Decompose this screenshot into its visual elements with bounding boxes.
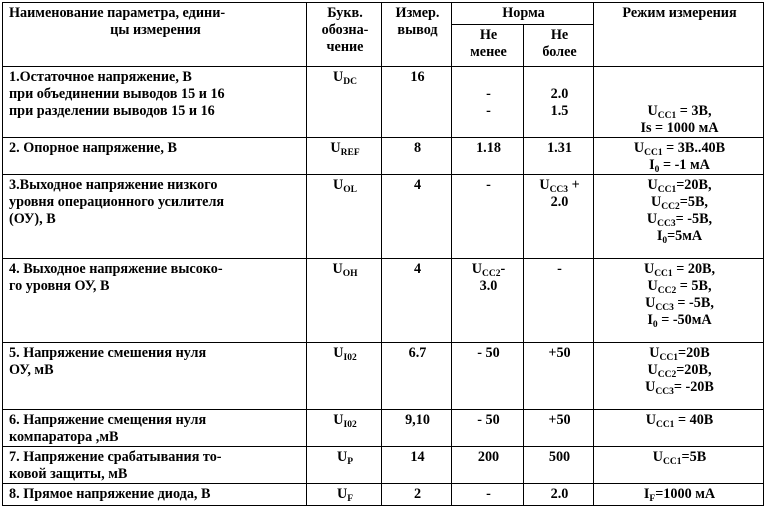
mode-line	[600, 103, 759, 120]
header-max	[524, 25, 594, 67]
mode-line-rest: = -50мА	[657, 312, 712, 328]
header-symbol	[307, 3, 382, 67]
min-value: 1.18	[476, 140, 501, 156]
mode-line	[600, 362, 759, 379]
symbol-sub: REF	[340, 148, 360, 158]
pin-value: 2	[413, 486, 422, 502]
mode-line-base: U	[646, 211, 658, 227]
symbol	[313, 412, 377, 429]
mode-line-base: U	[645, 295, 656, 311]
mode-cell	[594, 447, 764, 484]
min-value-sub: CC2	[482, 269, 501, 279]
mode-line-sub: CC3	[657, 219, 676, 229]
header-max-line: Не	[550, 27, 569, 43]
mode-line-sub: 0	[662, 236, 668, 246]
min-cell	[452, 484, 524, 506]
mode-line	[600, 69, 759, 86]
mode-line	[600, 412, 759, 429]
table-row	[3, 343, 764, 410]
symbol-cell	[307, 410, 382, 447]
symbol	[313, 69, 377, 86]
max-cell	[524, 410, 594, 447]
mode-line	[600, 278, 759, 295]
max-value-base: U	[539, 177, 550, 193]
min-cell	[452, 138, 524, 175]
symbol-cell	[307, 484, 382, 506]
mode-line-sub: CC1	[659, 353, 678, 363]
mode-cell	[594, 410, 764, 447]
table-body	[3, 67, 764, 506]
pin-value: 6.7	[408, 345, 427, 361]
max-value: 2.0	[550, 486, 569, 502]
mode-line-base: I	[656, 228, 663, 244]
table-row	[3, 259, 764, 343]
parameter-name-line: 5. Напряжение смешения нуля	[9, 345, 207, 361]
parameter-name-line: ковой защиты, мВ	[9, 466, 128, 482]
symbol-base: U	[336, 449, 348, 465]
header-symbol-line: обозна-	[321, 22, 369, 38]
symbol-base: U	[333, 69, 344, 85]
mode-line-base: U	[649, 345, 660, 361]
symbol-sub: DC	[343, 77, 357, 87]
symbol-base: U	[330, 140, 341, 156]
symbol-sub: P	[347, 457, 354, 467]
min-value-rest: -	[500, 261, 506, 277]
max-cell	[524, 484, 594, 506]
header-min	[452, 25, 524, 67]
parameter-name-line: 6. Напряжение смещения нуля	[9, 412, 207, 428]
mode-line	[600, 345, 759, 362]
mode-cell	[594, 484, 764, 506]
mode-line-sub: F	[649, 494, 656, 504]
table-row	[3, 410, 764, 447]
header-pin-line: Измер.	[395, 5, 440, 21]
max-cell	[524, 67, 594, 138]
parameter-name-cell	[3, 138, 307, 175]
parameter-name-line: уровня операционного усилителя	[9, 194, 225, 210]
parameter-name-line: 8. Прямое напряжение диода, В	[9, 486, 211, 502]
mode-line-base: U	[633, 140, 645, 156]
parameter-name-cell	[3, 484, 307, 506]
max-value-base: 2.0	[550, 194, 569, 210]
parameter-name-cell	[3, 259, 307, 343]
header-norm: Норма	[452, 3, 594, 25]
min-value	[458, 278, 519, 295]
mode-line-sub: CC1	[654, 269, 673, 279]
max-cell	[524, 138, 594, 175]
symbol-sub: I02	[343, 420, 357, 430]
max-value-sub: CC3	[549, 185, 569, 195]
max-value	[530, 177, 589, 194]
symbol-base: U	[333, 412, 344, 428]
mode-line-sub: 0	[654, 165, 660, 175]
min-cell	[452, 175, 524, 259]
mode-line-rest: = 40В	[674, 412, 714, 428]
mode-line-sub: CC2	[661, 202, 680, 212]
min-value-base: U	[471, 261, 483, 277]
max-value: +50	[548, 345, 571, 361]
pin-value	[388, 103, 447, 120]
header-pin	[382, 3, 452, 67]
parameter-name-line: 2. Опорное напряжение, В	[9, 140, 177, 156]
mode-line	[600, 228, 759, 245]
symbol-base: U	[333, 177, 344, 193]
mode-line-rest: = 20В,	[672, 261, 716, 277]
mode-line	[600, 295, 759, 312]
table-row	[3, 138, 764, 175]
pin-cell	[382, 484, 452, 506]
mode-line-rest: = 3В,	[676, 103, 712, 119]
mode-line-base: U	[643, 261, 655, 277]
max-value: 500	[548, 449, 571, 465]
mode-line-rest: =20В,	[676, 362, 712, 378]
mode-cell	[594, 175, 764, 259]
pin-cell	[382, 175, 452, 259]
parameter-name-line: при разделении выводов 15 и 16	[9, 103, 215, 119]
mode-line	[600, 312, 759, 329]
min-value: 200	[477, 449, 500, 465]
parameter-name-line: го уровня ОУ, В	[9, 278, 110, 294]
mode-line-base: I	[649, 157, 655, 173]
min-value-base: 3.0	[479, 278, 498, 294]
parameter-name-line: (ОУ), В	[9, 211, 56, 227]
symbol-cell	[307, 447, 382, 484]
mode-line-rest: = -5В,	[673, 295, 714, 311]
mode-line-rest: = -5В,	[675, 211, 713, 227]
header-min-line: Не	[479, 27, 498, 43]
header-min-line: менее	[470, 44, 507, 60]
symbol	[313, 345, 377, 362]
symbol-cell	[307, 138, 382, 175]
pin-cell	[382, 343, 452, 410]
min-value: - 50	[477, 412, 500, 428]
min-value: - 50	[477, 345, 500, 361]
mode-line-sub: CC1	[657, 185, 677, 195]
mode-line-base: U	[647, 278, 658, 294]
max-cell	[524, 259, 594, 343]
mode-line	[600, 486, 759, 503]
header-pin-line: вывод	[397, 22, 438, 38]
min-value	[458, 69, 519, 86]
mode-line-rest: = 5В,	[676, 278, 712, 294]
mode-line-base: U	[651, 194, 662, 210]
symbol	[313, 486, 377, 503]
mode-line-base: U	[645, 412, 656, 428]
table-row	[3, 447, 764, 484]
pin-value: 16	[410, 69, 425, 85]
mode-line	[600, 449, 759, 466]
pin-value: 4	[413, 177, 422, 193]
symbol-base: U	[333, 345, 344, 361]
min-value: -	[486, 86, 491, 102]
mode-line-sub: CC2	[657, 286, 677, 296]
mode-line-sub: CC1	[657, 111, 677, 121]
header-parameter-name-line: цы измерения	[110, 22, 201, 38]
header-symbol-line: чение	[326, 39, 364, 55]
symbol-cell	[307, 259, 382, 343]
table-row	[3, 67, 764, 138]
symbol-sub: I02	[343, 353, 357, 363]
header-symbol-line: Букв.	[327, 5, 363, 21]
header-mode: Режим измерения	[594, 3, 764, 67]
min-value: -	[486, 486, 491, 502]
symbol-sub: OH	[342, 269, 358, 279]
parameter-name-line: 1.Остаточное напряжение, В	[9, 69, 192, 85]
header-row-1	[3, 3, 764, 25]
table-row	[3, 484, 764, 506]
parameter-name-line: ОУ, мВ	[9, 362, 54, 378]
mode-line-sub: 0	[652, 320, 658, 330]
mode-line	[600, 86, 759, 103]
mode-line	[600, 211, 759, 228]
table-row	[3, 175, 764, 259]
max-cell	[524, 447, 594, 484]
mode-line-base: U	[645, 379, 656, 395]
symbol-cell	[307, 67, 382, 138]
max-value	[530, 194, 589, 211]
pin-value: 9,10	[405, 412, 430, 428]
max-value-rest: +	[568, 177, 580, 193]
pin-value: 8	[413, 140, 422, 156]
symbol-sub: OL	[343, 185, 357, 195]
mode-line-base: Is = 1000 мА	[640, 120, 719, 136]
min-cell	[452, 410, 524, 447]
pin-cell	[382, 447, 452, 484]
symbol-cell	[307, 175, 382, 259]
parameter-name-line: компаратора ,мВ	[9, 429, 119, 445]
parameter-name-line: 3.Выходное напряжение низкого	[9, 177, 218, 193]
mode-line-sub: CC1	[644, 148, 663, 158]
pin-cell	[382, 410, 452, 447]
mode-line	[600, 157, 759, 174]
symbol-base: U	[336, 486, 348, 502]
symbol-cell	[307, 343, 382, 410]
mode-line	[600, 194, 759, 211]
mode-line-sub: CC1	[663, 457, 682, 467]
mode-line	[600, 177, 759, 194]
mode-line-rest: =5мА	[667, 228, 703, 244]
mode-line	[600, 379, 759, 396]
parameter-name-cell	[3, 175, 307, 259]
mode-line-rest: =20В	[677, 345, 710, 361]
mode-line-rest: = -20В	[673, 379, 714, 395]
parameter-name-cell	[3, 67, 307, 138]
parameter-name-line: 4. Выходное напряжение высоко-	[9, 261, 223, 277]
pin-cell	[382, 138, 452, 175]
mode-line-base: U	[652, 449, 664, 465]
parameter-name-line: 7. Напряжение срабатывания то-	[9, 449, 222, 465]
mode-line-base: U	[647, 362, 658, 378]
mode-line-rest: = -1 мА	[659, 157, 710, 173]
pin-value	[388, 86, 447, 103]
header-max-line: более	[542, 44, 577, 60]
min-cell	[452, 67, 524, 138]
mode-line-sub: CC1	[655, 420, 675, 430]
header-parameter-name-line: Наименование параметра, едини-	[9, 5, 226, 21]
mode-line	[600, 120, 759, 137]
max-cell	[524, 175, 594, 259]
symbol	[313, 140, 377, 157]
parameter-name-cell	[3, 447, 307, 484]
symbol	[313, 261, 377, 278]
mode-cell	[594, 343, 764, 410]
min-cell	[452, 343, 524, 410]
min-cell	[452, 447, 524, 484]
symbol	[313, 177, 377, 194]
mode-line	[600, 261, 759, 278]
mode-line-rest: =20В,	[676, 177, 712, 193]
mode-line-sub: CC3	[655, 387, 674, 397]
mode-line-sub: CC3	[655, 303, 674, 313]
symbol	[313, 449, 377, 466]
mode-line-base: I	[647, 312, 653, 328]
header-parameter-name	[3, 3, 307, 67]
mode-line-rest: =5В,	[679, 194, 708, 210]
pin-value: 14	[410, 449, 425, 465]
max-value	[530, 69, 589, 86]
mode-cell	[594, 138, 764, 175]
mode-line-sub: CC2	[657, 370, 677, 380]
min-value: -	[486, 177, 491, 193]
symbol-sub: F	[347, 494, 354, 504]
mode-line	[600, 140, 759, 157]
min-value: -	[486, 103, 491, 119]
mode-line-base: U	[647, 103, 658, 119]
max-cell	[524, 343, 594, 410]
parameter-name-cell	[3, 343, 307, 410]
max-value: -	[557, 261, 562, 277]
pin-cell	[382, 67, 452, 138]
min-value	[458, 261, 519, 278]
mode-cell	[594, 67, 764, 138]
max-value: 1.5	[550, 103, 569, 119]
mode-line-rest: =5В	[681, 449, 707, 465]
max-value: 1.31	[547, 140, 572, 156]
parameters-table	[2, 2, 764, 506]
mode-line-rest: = 3В..40В	[662, 140, 726, 156]
parameter-name-line: при объединении выводов 15 и 16	[9, 86, 225, 102]
mode-cell	[594, 259, 764, 343]
min-cell	[452, 259, 524, 343]
symbol-base: U	[332, 261, 343, 277]
mode-line-base: I	[643, 486, 650, 502]
pin-value: 4	[413, 261, 422, 277]
mode-line-rest: =1000 мА	[655, 486, 716, 502]
parameter-name-cell	[3, 410, 307, 447]
max-value: +50	[548, 412, 571, 428]
mode-line-base: U	[647, 177, 658, 193]
max-value: 2.0	[550, 86, 569, 102]
pin-cell	[382, 259, 452, 343]
